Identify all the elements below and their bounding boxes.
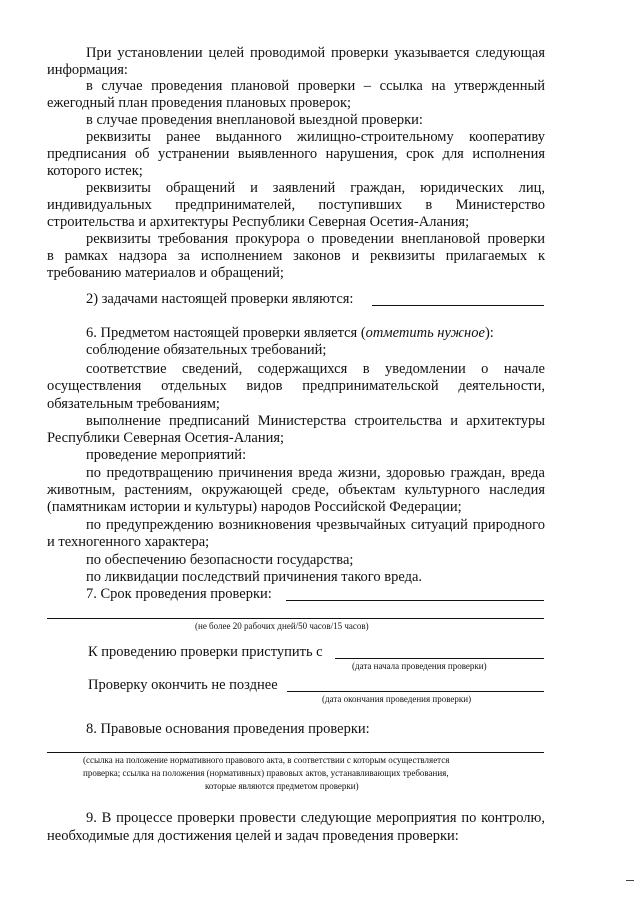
section6-item2-line1: соответствие сведений, содержащихся в уведомлении о начале (86, 361, 545, 377)
start-date-label: К проведению проверки приступить с (88, 644, 323, 660)
section6-item5-line3: (памятникам истории и культуры) народов Российской Федерации; (47, 499, 462, 515)
section6-item1: соблюдение обязательных требований; (86, 342, 327, 358)
goals-intro-line1: При установлении целей проводимой проверки указывается следующая (86, 45, 545, 61)
req1-line3: которого истек; (47, 163, 143, 179)
section6-heading (86, 325, 494, 342)
section6-item6-line1: по предупреждению возникновения чрезвычайных ситуаций природного (86, 517, 545, 533)
section6-heading-end: ): (484, 325, 494, 341)
planned-check-line2: ежегодный план проведения плановых проверок; (47, 95, 352, 111)
end-date-note: (дата окончания проведения проверки) (322, 694, 472, 704)
legal-basis-note-line1: (ссылка на положение нормативного правового акта, в соответствии с которым осуществляется (83, 755, 450, 765)
req2-line2: индивидуальных предпринимателей, поступивших в Министерство (47, 197, 545, 213)
legal-basis-blank[interactable] (47, 752, 544, 753)
req1-line2: предписания об устранении выявленного нарушения, срок для исполнения (47, 146, 545, 162)
term-blank-line1[interactable] (286, 600, 544, 601)
section8-heading: 8. Правовые основания проведения проверки: (86, 721, 370, 737)
req2-line3: строительства и архитектуры Республики Северная Осетия-Алания; (47, 214, 470, 230)
section6-item5-line2: животным, растениям, окружающей среде, объектам культурного наследия (47, 482, 545, 498)
planned-check-line1: в случае проведения плановой проверки – ссылка на утвержденный (86, 78, 545, 94)
page-edge-mark (626, 880, 634, 881)
tasks-label: 2) задачами настоящей проверки являются: (86, 291, 354, 307)
goals-intro-line2: информация: (47, 62, 128, 78)
req3-line1: реквизиты требования прокурора о проведении внеплановой проверки (86, 231, 545, 247)
section6-item2-line2: осуществления отдельных видов предпринимательской деятельности, (47, 378, 545, 394)
section6-item6-line2: и техногенного характера; (47, 534, 210, 550)
start-date-blank[interactable] (335, 658, 544, 659)
tasks-blank-line[interactable] (372, 305, 544, 306)
req1-line1: реквизиты ранее выданного жилищно-строительному кооперативу (86, 129, 545, 145)
section6-heading-text: 6. Предметом настоящей проверки является ( (86, 325, 366, 341)
legal-basis-note-line2: проверка; ссылка на положения (нормативных) правовых актов, устанавливающих требования, (83, 768, 449, 778)
section6-item5-line1: по предотвращению причинения вреда жизни, здоровью граждан, вреда (86, 465, 545, 481)
section9-line2: необходимые для достижения целей и задач проведения проверки: (47, 828, 459, 844)
section6-item3-line1: выполнение предписаний Министерства строительства и архитектуры (86, 413, 545, 429)
start-date-note: (дата начала проведения проверки) (352, 661, 487, 671)
end-date-blank[interactable] (287, 691, 544, 692)
section7-heading: 7. Срок проведения проверки: (86, 586, 272, 602)
term-blank-line2[interactable] (47, 618, 544, 619)
end-date-label: Проверку окончить не позднее (88, 677, 278, 693)
req2-line1: реквизиты обращений и заявлений граждан, юридических лиц, (86, 180, 545, 196)
req3-line2: в рамках надзора за исполнением законов и реквизиты прилагаемых к (47, 248, 545, 264)
section6-item4: проведение мероприятий: (86, 447, 247, 463)
section6-item7: по обеспечению безопасности государства; (86, 552, 354, 568)
term-note: (не более 20 рабочих дней/50 часов/15 часов) (195, 621, 369, 631)
section6-item8: по ликвидации последствий причинения такого вреда. (86, 569, 423, 585)
section9-line1: 9. В процессе проверки провести следующие мероприятия по контролю, (86, 810, 545, 826)
section6-heading-hint: отметить нужное (365, 325, 485, 341)
section6-item2-line3: обязательным требованиям; (47, 396, 220, 412)
unplanned-check-line: в случае проведения внеплановой выездной проверки: (86, 112, 423, 128)
req3-line3: требованию материалов и обращений; (47, 265, 284, 281)
legal-basis-note-line3: которые являются предметом проверки) (205, 781, 359, 791)
section6-item3-line2: Республики Северная Осетия-Алания; (47, 430, 285, 446)
